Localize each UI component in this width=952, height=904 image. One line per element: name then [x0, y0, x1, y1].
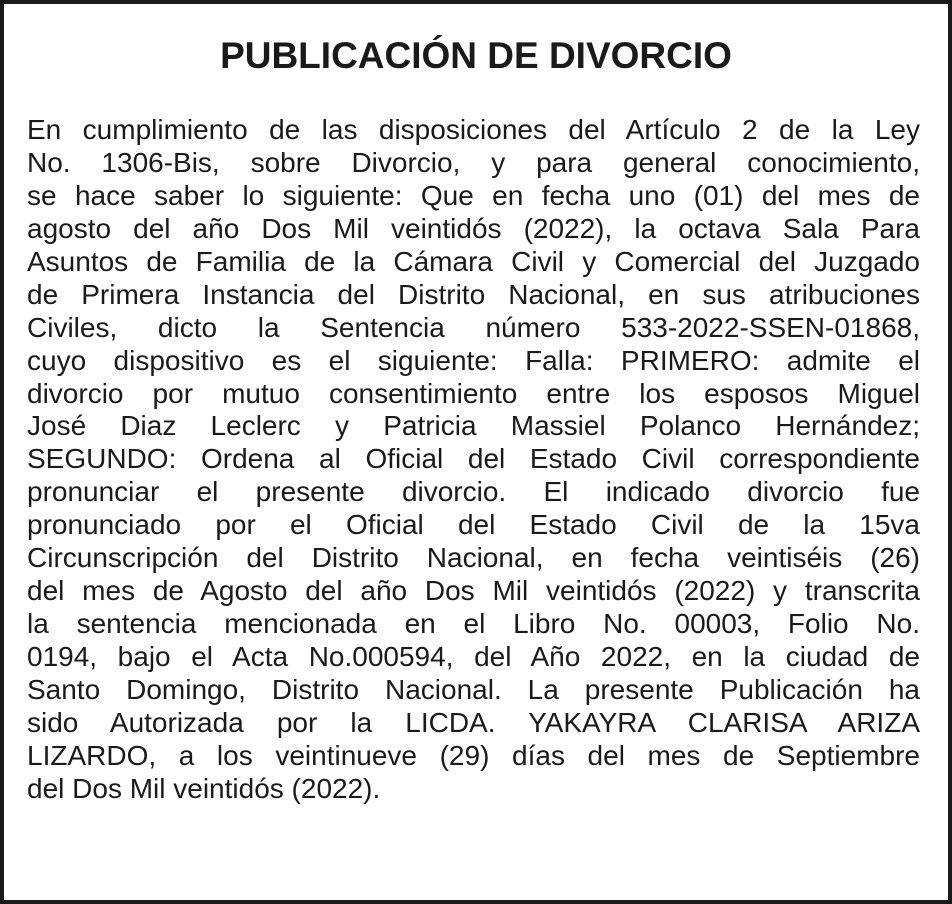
notice-line: se hace saber lo siguiente: Que en fecha uno (01) del mes de [27, 179, 920, 211]
notice-line: sido Autorizada por la LICDA. YAKAYRA CLARISA ARIZA [27, 706, 920, 738]
notice-title: PUBLICACIÓN DE DIVORCIO [220, 35, 732, 76]
notice-line: LIZARDO, a los veintinueve (29) días del mes de Septiembre [27, 739, 920, 771]
notice-line: divorcio por mutuo consentimiento entre los esposos Miguel [27, 377, 920, 409]
notice-line: del mes de Agosto del año Dos Mil veintidós (2022) y transcrita [27, 575, 920, 607]
notice-line: No. 1306-Bis, sobre Divorcio, y para general conocimiento, [27, 146, 920, 178]
notice-line: pronunciado por el Oficial del Estado Civil de la 15va [27, 509, 920, 541]
notice-line: En cumplimiento de las disposiciones del Artículo 2 de la Ley [27, 114, 920, 145]
notice-line: SEGUNDO: Ordena al Oficial del Estado Civil correspondiente [27, 443, 920, 475]
notice-line: agosto del año Dos Mil veintidós (2022), la octava Sala Para [27, 212, 920, 244]
notice-line: pronunciar el presente divorcio. El indicado divorcio fue [27, 476, 920, 508]
notice-line: José Diaz Leclerc y Patricia Massiel Polanco Hernández; [27, 410, 920, 442]
notice-line: Civiles, dicto la Sentencia número 533-2022-SSEN-01868, [27, 311, 920, 343]
notice-line: Asuntos de Familia de la Cámara Civil y Comercial del Juzgado [27, 245, 920, 277]
notice-line: 0194, bajo el Acta No.000594, del Año 2022, en la ciudad de [27, 641, 920, 672]
notice-line: la sentencia mencionada en el Libro No. 00003, Folio No. [27, 608, 920, 640]
notice-line: de Primera Instancia del Distrito Nacional, en sus atribuciones [27, 278, 920, 310]
notice-body [27, 114, 920, 806]
notice-line: cuyo dispositivo es el siguiente: Falla: PRIMERO: admite el [27, 344, 920, 376]
notice-line: Santo Domingo, Distrito Nacional. La presente Publicación ha [27, 673, 920, 705]
notice-line: del Dos Mil veintidós (2022). [27, 772, 381, 804]
notice-line: Circunscripción del Distrito Nacional, en fecha veintiséis (26) [27, 542, 920, 574]
